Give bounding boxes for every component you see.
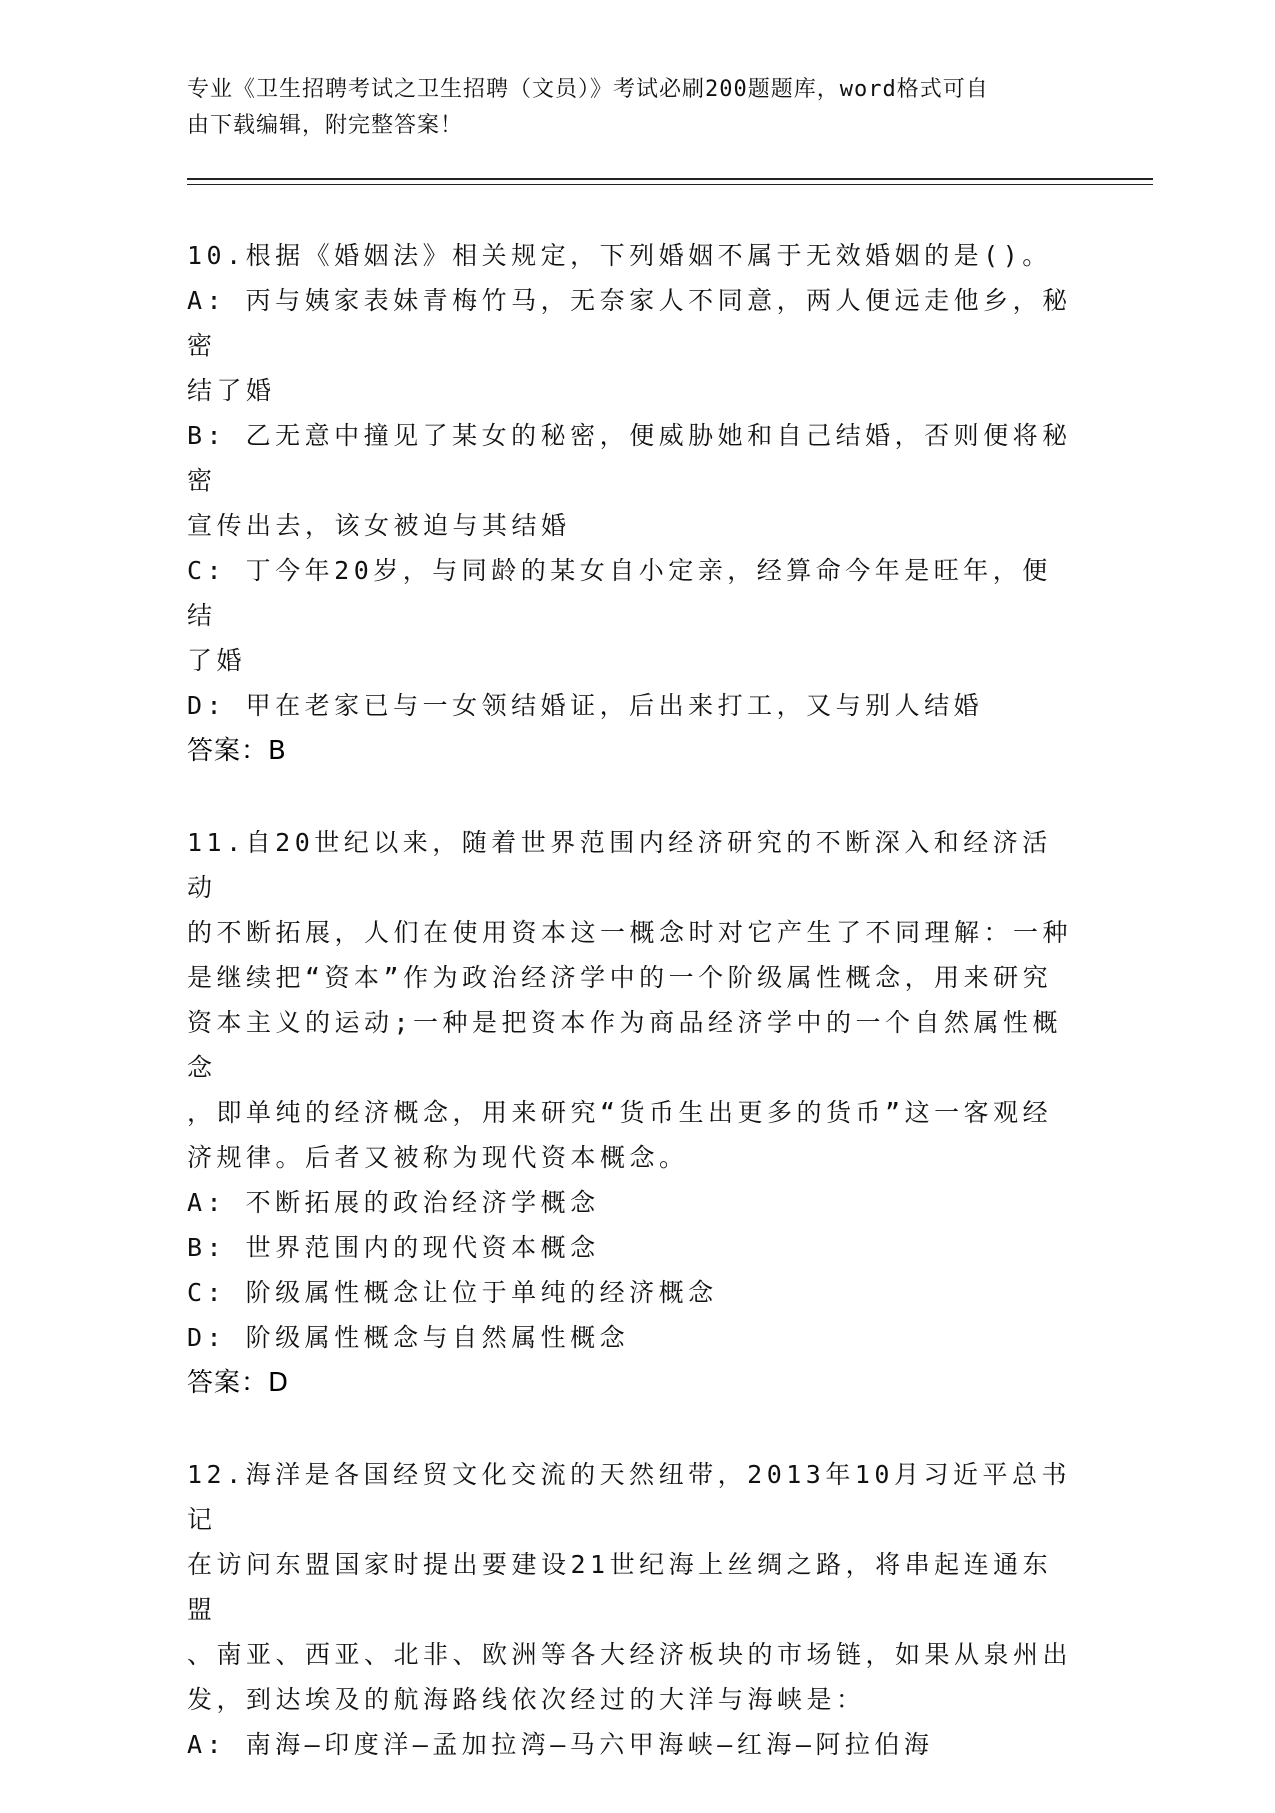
question-stem: 的不断拓展，人们在使用资本这一概念时对它产生了不同理解：一种 (187, 918, 1073, 947)
document-header (187, 72, 1067, 144)
option-line: 了婚 (187, 646, 247, 675)
option-a (187, 278, 1077, 413)
option-line: 宣传出去，该女被迫与其结婚 (187, 511, 571, 540)
question-stem: 11.自20世纪以来，随着世界范围内经济研究的不断深入和经济活动 (187, 828, 1052, 902)
question-stem: 在访问东盟国家时提出要建设21世纪海上丝绸之路，将串起连通东盟 (187, 1550, 1053, 1624)
question-stem: 发，到达埃及的航海路线依次经过的大洋与海峡是： (187, 1685, 866, 1714)
option-line: 结了婚 (187, 376, 276, 405)
question-stem: ，即单纯的经济概念，用来研究“货币生出更多的货币”这一客观经 (187, 1098, 1053, 1127)
option-a: A: 不断拓展的政治经济学概念 (187, 1188, 600, 1217)
option-line: B: 乙无意中撞见了某女的秘密，便威胁她和自己结婚，否则便将秘密 (187, 421, 1072, 495)
question-list (187, 233, 1077, 1813)
header-line: 由下载编辑，附完整答案！ (187, 113, 464, 138)
option-line: D: 甲在老家已与一女领结婚证，后出来打工，又与别人结婚 (187, 691, 984, 720)
option-d (187, 683, 1077, 728)
header-divider (187, 178, 1153, 180)
question-10 (187, 233, 1077, 774)
option-a: A: 南海—印度洋—孟加拉湾—马六甲海峡—红海—阿拉伯海 (187, 1730, 934, 1759)
option-line: C: 丁今年20岁，与同龄的某女自小定亲，经算命今年是旺年，便结 (187, 556, 1052, 630)
question-stem: 10.根据《婚姻法》相关规定，下列婚姻不属于无效婚姻的是()。 (187, 241, 1052, 270)
question-stem: 12.海洋是各国经贸文化交流的天然纽带，2013年10月习近平总书记 (187, 1460, 1071, 1534)
question-stem: 、南亚、西亚、北非、欧洲等各大经济板块的市场链，如果从泉州出 (187, 1640, 1073, 1669)
header-line: 专业《卫生招聘考试之卫生招聘（文员）》考试必刷200题题库，word格式可自 (187, 77, 989, 102)
question-11 (187, 820, 1077, 1406)
header-divider-thin (187, 184, 1153, 185)
question-stem: 济规律。后者又被称为现代资本概念。 (187, 1143, 689, 1172)
option-c (187, 548, 1077, 683)
question-stem: 资本主义的运动;一种是把资本作为商品经济学中的一个自然属性概念 (187, 1008, 1063, 1082)
option-b (187, 413, 1077, 548)
question-12 (187, 1452, 1077, 1767)
option-d: D: 阶级属性概念与自然属性概念 (187, 1323, 630, 1352)
answer-label: 答案：D (187, 1368, 290, 1398)
question-stem: 是继续把“资本”作为政治经济学中的一个阶级属性概念，用来研究 (187, 963, 1053, 992)
option-b: B: 世界范围内的现代资本概念 (187, 1233, 600, 1262)
option-line: A: 丙与姨家表妹青梅竹马，无奈家人不同意，两人便远走他乡，秘密 (187, 286, 1072, 360)
option-c: C: 阶级属性概念让位于单纯的经济概念 (187, 1278, 718, 1307)
answer-label: 答案：B (187, 736, 287, 766)
